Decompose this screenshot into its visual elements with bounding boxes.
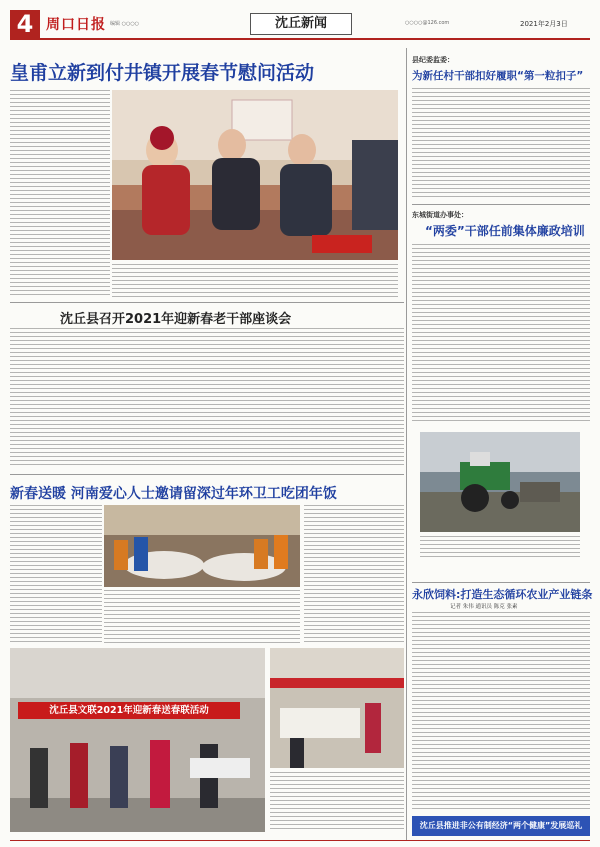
banner-text: 沈丘县文联2021年迎新春送春联活动 <box>18 702 240 719</box>
divider <box>406 48 407 840</box>
footer-rule <box>10 840 590 841</box>
tractor-caption <box>420 536 580 558</box>
right-kicker-1: 县纪委监委： <box>412 56 454 64</box>
email-line: ○○○○@126.com <box>405 20 450 26</box>
article-1-body-left <box>10 90 110 298</box>
divider <box>412 582 590 583</box>
right-3-body <box>412 612 590 812</box>
right-title-2: “两委”干部任前集体廉政培训 <box>425 224 585 238</box>
article-3-body-mid <box>104 590 300 645</box>
paper-name: 周口日报 <box>46 17 106 33</box>
divider <box>10 474 404 475</box>
event-photo-2 <box>270 648 404 768</box>
article-3-body-left <box>10 505 102 645</box>
masthead <box>10 12 590 36</box>
issue-date: 2021年2月3日 <box>520 20 568 28</box>
section-title: 沈丘新闻 <box>250 13 352 35</box>
article-2-body <box>10 328 404 468</box>
article-3-body-right <box>304 505 404 645</box>
bottom-banner: 沈丘县推进非公有制经济“两个健康”发展巡礼 <box>412 816 590 836</box>
calligraphy-event-photo <box>10 648 265 832</box>
divider <box>412 204 590 205</box>
article-title-3: 新春送暖 河南爱心人士邀请留深过年环卫工吃团年饭 <box>10 486 337 502</box>
article-3-photo <box>104 505 300 587</box>
right-title-3: 永欣饲料:打造生态循环农业产业链条 <box>412 588 593 601</box>
right-2-body <box>412 244 590 424</box>
photo-caption-2 <box>270 772 404 832</box>
tractor-photo <box>420 432 580 532</box>
article-title-2: 沈丘县召开2021年迎新春老干部座谈会 <box>60 312 292 327</box>
right-title-1: 为新任村干部扣好履职“第一粒扣子” <box>412 70 584 82</box>
article-title-1: 皇甫立新到付井镇开展春节慰问活动 <box>10 62 315 84</box>
divider <box>10 302 404 303</box>
page-number: 4 <box>10 10 40 38</box>
article-1-body-bottom <box>112 264 398 298</box>
article-1-photo <box>112 90 398 260</box>
masthead-rule <box>10 38 590 40</box>
editor-line: 编辑 ○○○○ <box>110 21 140 27</box>
right-1-body <box>412 88 590 200</box>
right-kicker-2: 东城街道办事处： <box>412 211 468 219</box>
right-3-byline: 记者 朱伟 通讯员 陈克 张素 <box>450 604 518 610</box>
